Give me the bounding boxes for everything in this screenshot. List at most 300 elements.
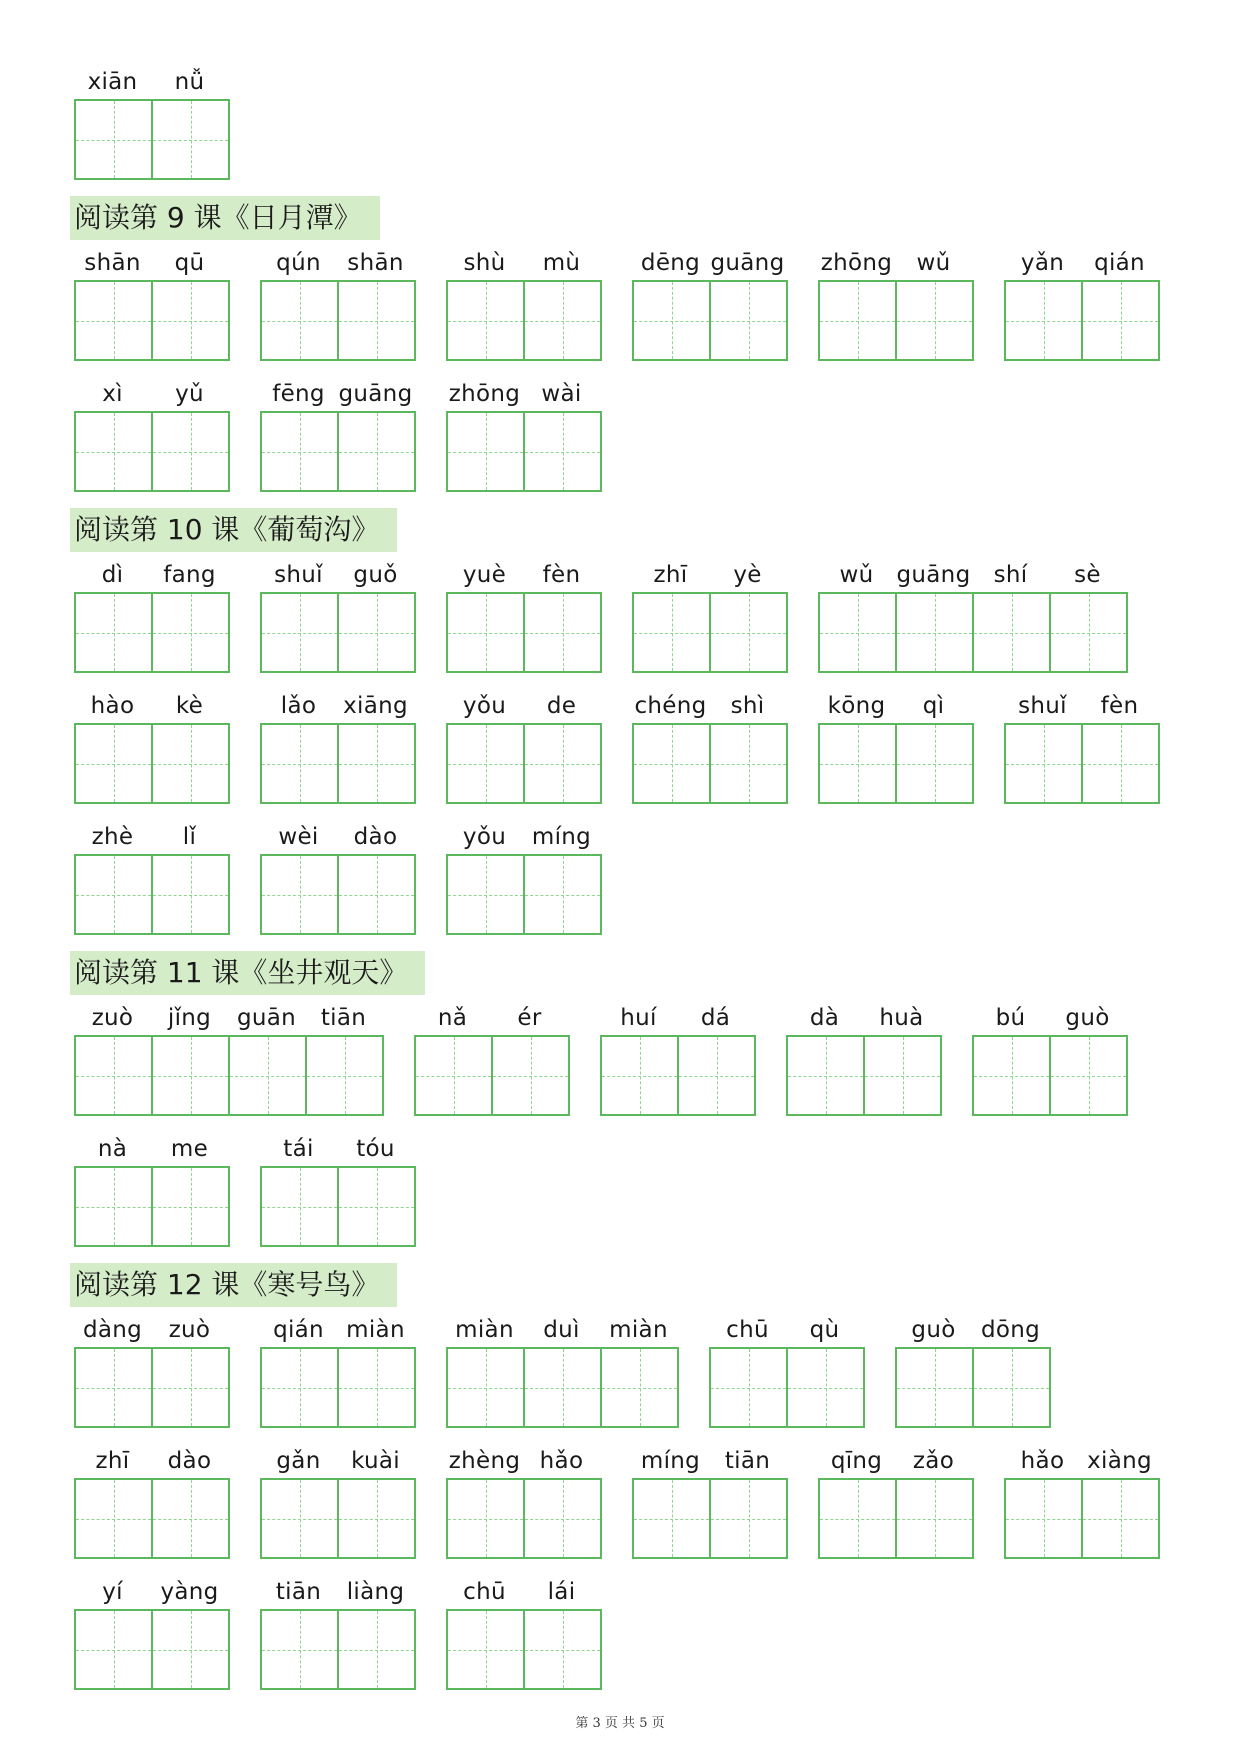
word-group [1004,243,1160,361]
pinyin-syllable: qián [273,1317,324,1343]
pinyin-line [632,686,788,723]
writing-cell[interactable] [1049,594,1126,671]
writing-cell[interactable] [1006,1480,1081,1557]
writing-cell[interactable] [337,1611,414,1688]
writing-cell[interactable] [448,282,523,359]
writing-cell[interactable] [262,413,337,490]
word-row [74,243,1174,361]
pinyin-line [786,998,942,1035]
lesson-title: 阅读第 12 课《寒号鸟》 [70,1263,397,1307]
tianzige-grid [446,411,602,492]
pinyin-line [74,817,230,854]
pinyin-line [74,1441,230,1478]
writing-cell[interactable] [262,1349,337,1426]
pinyin-syllable: xì [102,381,123,407]
tianzige-grid [895,1347,1051,1428]
pinyin-line [446,1572,602,1609]
pinyin-syllable: dào [167,1448,212,1474]
pinyin-syllable: de [546,693,577,719]
tianzige-grid [260,1347,416,1428]
writing-cell[interactable] [76,594,151,671]
pinyin-line [74,374,230,411]
writing-cell[interactable] [1081,1480,1158,1557]
pinyin-line [1004,686,1160,723]
word-group [446,1310,679,1428]
pinyin-syllable: jǐng [167,1005,212,1031]
writing-cell[interactable] [895,1480,972,1557]
writing-cell[interactable] [448,725,523,802]
pinyin-syllable: lǐ [182,824,197,850]
pinyin-syllable: dá [700,1005,731,1031]
writing-cell[interactable] [972,1349,1049,1426]
pinyin-syllable: kuài [351,1448,400,1474]
tianzige-grid [260,1609,416,1690]
pinyin-syllable: qīng [830,1448,883,1474]
pinyin-syllable: zhèng [448,1448,521,1474]
pinyin-syllable: nǚ [174,69,205,95]
pinyin-syllable: yǎn [1020,250,1065,276]
section-lesson-10 [74,505,1174,935]
writing-cell[interactable] [262,1611,337,1688]
pinyin-syllable: chū [726,1317,769,1343]
tianzige-grid [74,1478,230,1559]
pinyin-syllable: dào [353,824,398,850]
word-group [260,1310,416,1428]
pinyin-syllable: fēng [272,381,325,407]
word-group [74,374,230,492]
pinyin-syllable: shān [84,250,141,276]
section-lesson-11 [74,948,1174,1247]
writing-cell[interactable] [228,1037,305,1114]
pinyin-syllable: dōng [980,1317,1041,1343]
writing-cell[interactable] [897,1349,972,1426]
pinyin-syllable: dàng [82,1317,143,1343]
pinyin-syllable: miàn [609,1317,668,1343]
writing-cell[interactable] [337,725,414,802]
pinyin-line [632,1441,788,1478]
pinyin-syllable: xiān [87,69,138,95]
word-row [74,998,1174,1116]
writing-cell[interactable] [337,1168,414,1245]
pinyin-syllable: miàn [455,1317,514,1343]
tianzige-grid [446,280,602,361]
writing-cell[interactable] [337,856,414,933]
writing-cell[interactable] [523,725,600,802]
tianzige-grid [260,592,416,673]
writing-cell[interactable] [262,594,337,671]
writing-cell[interactable] [523,1349,600,1426]
word-group [818,686,974,804]
pinyin-line [632,555,788,592]
word-row [74,1441,1174,1559]
pinyin-line [74,1310,230,1347]
tianzige-grid [818,280,974,361]
pinyin-syllable: tái [283,1136,314,1162]
pinyin-syllable: guò [1065,1005,1110,1031]
writing-cell[interactable] [76,101,151,178]
writing-cell[interactable] [820,282,895,359]
writing-cell[interactable] [1081,725,1158,802]
pinyin-syllable: nà [97,1136,128,1162]
word-group [74,243,230,361]
word-group [446,686,602,804]
tianzige-grid [74,723,230,804]
writing-cell[interactable] [151,725,228,802]
writing-cell[interactable] [76,856,151,933]
writing-cell[interactable] [337,1349,414,1426]
word-group [260,374,416,492]
pinyin-line [446,243,602,280]
pinyin-syllable: xiàng [1087,1448,1152,1474]
section-lesson-9 [74,193,1174,492]
pinyin-syllable: zhōng [820,250,893,276]
writing-cell[interactable] [305,1037,382,1114]
word-group [895,1310,1051,1428]
word-group [818,1441,974,1559]
word-group [260,1129,416,1247]
pinyin-syllable: dēng [640,250,701,276]
writing-cell[interactable] [151,282,228,359]
pinyin-line [260,1129,416,1166]
writing-cell[interactable] [1049,1037,1126,1114]
pinyin-line [818,555,1128,592]
worksheet-content [74,62,1174,1703]
pinyin-syllable: sè [1074,562,1101,588]
page-footer: 第 3 页 共 5 页 [575,1716,665,1731]
writing-cell[interactable] [151,1037,228,1114]
writing-cell[interactable] [76,1037,151,1114]
writing-cell[interactable] [151,1349,228,1426]
writing-cell[interactable] [709,282,786,359]
writing-cell[interactable] [634,1480,709,1557]
writing-cell[interactable] [448,413,523,490]
tianzige-grid [818,1478,974,1559]
writing-cell[interactable] [711,1349,786,1426]
pinyin-syllable: bú [995,1005,1026,1031]
section-lesson-12 [74,1260,1174,1690]
pinyin-line [446,374,602,411]
writing-cell[interactable] [448,1349,523,1426]
tianzige-grid [1004,280,1160,361]
tianzige-grid [74,1035,384,1116]
writing-cell[interactable] [709,594,786,671]
writing-cell[interactable] [863,1037,940,1114]
writing-cell[interactable] [523,282,600,359]
writing-cell[interactable] [76,725,151,802]
writing-cell[interactable] [448,594,523,671]
pinyin-syllable: chū [463,1579,506,1605]
pinyin-line [632,243,788,280]
pinyin-syllable: shí [993,562,1028,588]
writing-cell[interactable] [1006,282,1081,359]
pinyin-syllable: fèn [1100,693,1139,719]
writing-cell[interactable] [416,1037,491,1114]
writing-cell[interactable] [634,594,709,671]
pinyin-syllable: zhī [95,1448,130,1474]
writing-cell[interactable] [1006,725,1081,802]
pinyin-syllable: tiān [320,1005,367,1031]
pinyin-syllable: guāng [338,381,413,407]
word-group [632,686,788,804]
writing-cell[interactable] [337,594,414,671]
pinyin-syllable: nǎ [437,1005,468,1031]
writing-cell[interactable] [262,856,337,933]
pinyin-syllable: chéng [634,693,707,719]
writing-cell[interactable] [634,725,709,802]
pinyin-line [818,243,974,280]
word-group [446,817,602,935]
writing-cell[interactable] [634,282,709,359]
writing-cell[interactable] [709,1480,786,1557]
pinyin-syllable: xiāng [343,693,408,719]
pinyin-syllable: tiān [724,1448,771,1474]
word-group [786,998,942,1116]
pinyin-syllable: guǒ [353,562,398,588]
pinyin-line [446,1310,679,1347]
pinyin-syllable: hǎo [539,1448,584,1474]
word-group [632,555,788,673]
tianzige-grid [74,411,230,492]
word-group [632,243,788,361]
tianzige-grid [786,1035,942,1116]
word-row [74,62,1174,180]
pinyin-syllable: wèi [278,824,319,850]
writing-cell[interactable] [76,1480,151,1557]
writing-cell[interactable] [523,413,600,490]
pinyin-syllable: wài [541,381,582,407]
pinyin-line [260,1572,416,1609]
word-group [74,1129,230,1247]
pinyin-syllable: yǒu [462,693,507,719]
writing-cell[interactable] [895,594,972,671]
pinyin-syllable: guò [911,1317,956,1343]
writing-cell[interactable] [523,1480,600,1557]
pinyin-line [260,1310,416,1347]
pinyin-line [446,1441,602,1478]
writing-cell[interactable] [677,1037,754,1114]
word-group [74,555,230,673]
tianzige-grid [74,99,230,180]
pinyin-line [260,555,416,592]
tianzige-grid [632,280,788,361]
pinyin-syllable: zhōng [448,381,521,407]
tianzige-grid [709,1347,865,1428]
writing-cell[interactable] [262,725,337,802]
pinyin-syllable: shuǐ [1018,693,1067,719]
writing-cell[interactable] [337,282,414,359]
writing-cell[interactable] [820,725,895,802]
pinyin-syllable: qū [174,250,205,276]
pinyin-syllable: qì [922,693,945,719]
writing-cell[interactable] [602,1037,677,1114]
tianzige-grid [74,854,230,935]
pinyin-syllable: wǔ [839,562,874,588]
pinyin-line [1004,243,1160,280]
pinyin-line [446,686,602,723]
pinyin-syllable: yǔ [175,381,204,407]
writing-cell[interactable] [491,1037,568,1114]
writing-cell[interactable] [337,413,414,490]
writing-cell[interactable] [76,413,151,490]
word-group [260,686,416,804]
tianzige-grid [632,1478,788,1559]
writing-cell[interactable] [151,1480,228,1557]
writing-cell[interactable] [788,1037,863,1114]
pinyin-syllable: guān [236,1005,297,1031]
writing-cell[interactable] [820,1480,895,1557]
pinyin-syllable: yí [102,1579,123,1605]
writing-cell[interactable] [523,1611,600,1688]
tianzige-grid [74,1166,230,1247]
pinyin-syllable: huà [879,1005,924,1031]
pinyin-line [414,998,570,1035]
pinyin-line [74,62,230,99]
lesson-title: 阅读第 10 课《葡萄沟》 [70,508,397,552]
word-group [260,555,416,673]
word-group [1004,686,1160,804]
pinyin-syllable: yàng [160,1579,219,1605]
tianzige-grid [972,1035,1128,1116]
word-row [74,817,1174,935]
pinyin-syllable: zuò [168,1317,211,1343]
pinyin-syllable: qún [276,250,321,276]
writing-cell[interactable] [262,282,337,359]
pinyin-syllable: ér [517,1005,542,1031]
tianzige-grid [446,1478,602,1559]
word-row [74,555,1174,673]
writing-cell[interactable] [972,594,1049,671]
pinyin-syllable: me [170,1136,209,1162]
tianzige-grid [260,1166,416,1247]
writing-cell[interactable] [151,101,228,178]
pinyin-syllable: dì [101,562,124,588]
writing-cell[interactable] [448,1480,523,1557]
word-group [818,555,1128,673]
tianzige-grid [74,280,230,361]
pinyin-line [818,1441,974,1478]
word-group [74,686,230,804]
word-group [74,1441,230,1559]
tianzige-grid [632,723,788,804]
writing-cell[interactable] [895,282,972,359]
writing-cell[interactable] [523,594,600,671]
word-row [74,1129,1174,1247]
pinyin-line [818,686,974,723]
word-group [709,1310,865,1428]
word-group [1004,1441,1160,1559]
pinyin-syllable: liàng [346,1579,405,1605]
pinyin-syllable: shù [463,250,506,276]
word-group [446,243,602,361]
pinyin-syllable: zhè [91,824,134,850]
writing-cell[interactable] [337,1480,414,1557]
tianzige-grid [446,1347,679,1428]
writing-cell[interactable] [76,282,151,359]
word-group [818,243,974,361]
pinyin-syllable: mù [542,250,581,276]
pinyin-line [709,1310,865,1347]
writing-cell[interactable] [151,413,228,490]
writing-cell[interactable] [262,1480,337,1557]
pinyin-line [895,1310,1051,1347]
writing-cell[interactable] [151,1168,228,1245]
word-group [972,998,1128,1116]
tianzige-grid [446,592,602,673]
word-group [260,243,416,361]
writing-cell[interactable] [895,725,972,802]
writing-cell[interactable] [76,1611,151,1688]
pinyin-syllable: qián [1094,250,1145,276]
pinyin-syllable: kè [175,693,204,719]
tianzige-grid [446,1609,602,1690]
word-group [260,1572,416,1690]
pinyin-syllable: miàn [346,1317,405,1343]
pinyin-line [446,817,602,854]
word-group [632,1441,788,1559]
tianzige-grid [74,592,230,673]
pinyin-syllable: huí [620,1005,657,1031]
pinyin-syllable: tóu [356,1136,395,1162]
tianzige-grid [260,1478,416,1559]
pinyin-syllable: zhī [653,562,688,588]
writing-cell[interactable] [1081,282,1158,359]
word-row [74,1310,1174,1428]
word-row [74,374,1174,492]
tianzige-grid [446,854,602,935]
writing-cell[interactable] [974,1037,1049,1114]
pinyin-line [600,998,756,1035]
tianzige-grid [632,592,788,673]
tianzige-grid [600,1035,756,1116]
pinyin-syllable: shì [730,693,765,719]
pinyin-syllable: míng [531,824,592,850]
word-group [74,62,230,180]
writing-cell[interactable] [786,1349,863,1426]
pinyin-syllable: yǒu [462,824,507,850]
word-group [74,998,384,1116]
writing-cell[interactable] [76,1168,151,1245]
lesson-title: 阅读第 9 课《日月潭》 [70,196,380,240]
tianzige-grid [1004,1478,1160,1559]
word-group [446,1441,602,1559]
pinyin-syllable: zuò [91,1005,134,1031]
pinyin-line [972,998,1128,1035]
writing-cell[interactable] [448,1611,523,1688]
pinyin-syllable: míng [640,1448,701,1474]
writing-cell[interactable] [448,856,523,933]
writing-cell[interactable] [151,594,228,671]
writing-cell[interactable] [262,1168,337,1245]
pinyin-syllable: hǎo [1020,1448,1065,1474]
word-group [446,374,602,492]
pinyin-syllable: lǎo [280,693,317,719]
writing-cell[interactable] [709,725,786,802]
writing-cell[interactable] [820,594,895,671]
writing-cell[interactable] [151,1611,228,1688]
word-group [600,998,756,1116]
writing-cell[interactable] [76,1349,151,1426]
writing-cell[interactable] [523,856,600,933]
tianzige-grid [74,1609,230,1690]
pinyin-line [260,374,416,411]
writing-cell[interactable] [151,856,228,933]
pinyin-syllable: yè [733,562,762,588]
pinyin-line [74,998,384,1035]
pinyin-syllable: lái [547,1579,576,1605]
word-group [74,817,230,935]
writing-cell[interactable] [600,1349,677,1426]
pinyin-line [74,686,230,723]
